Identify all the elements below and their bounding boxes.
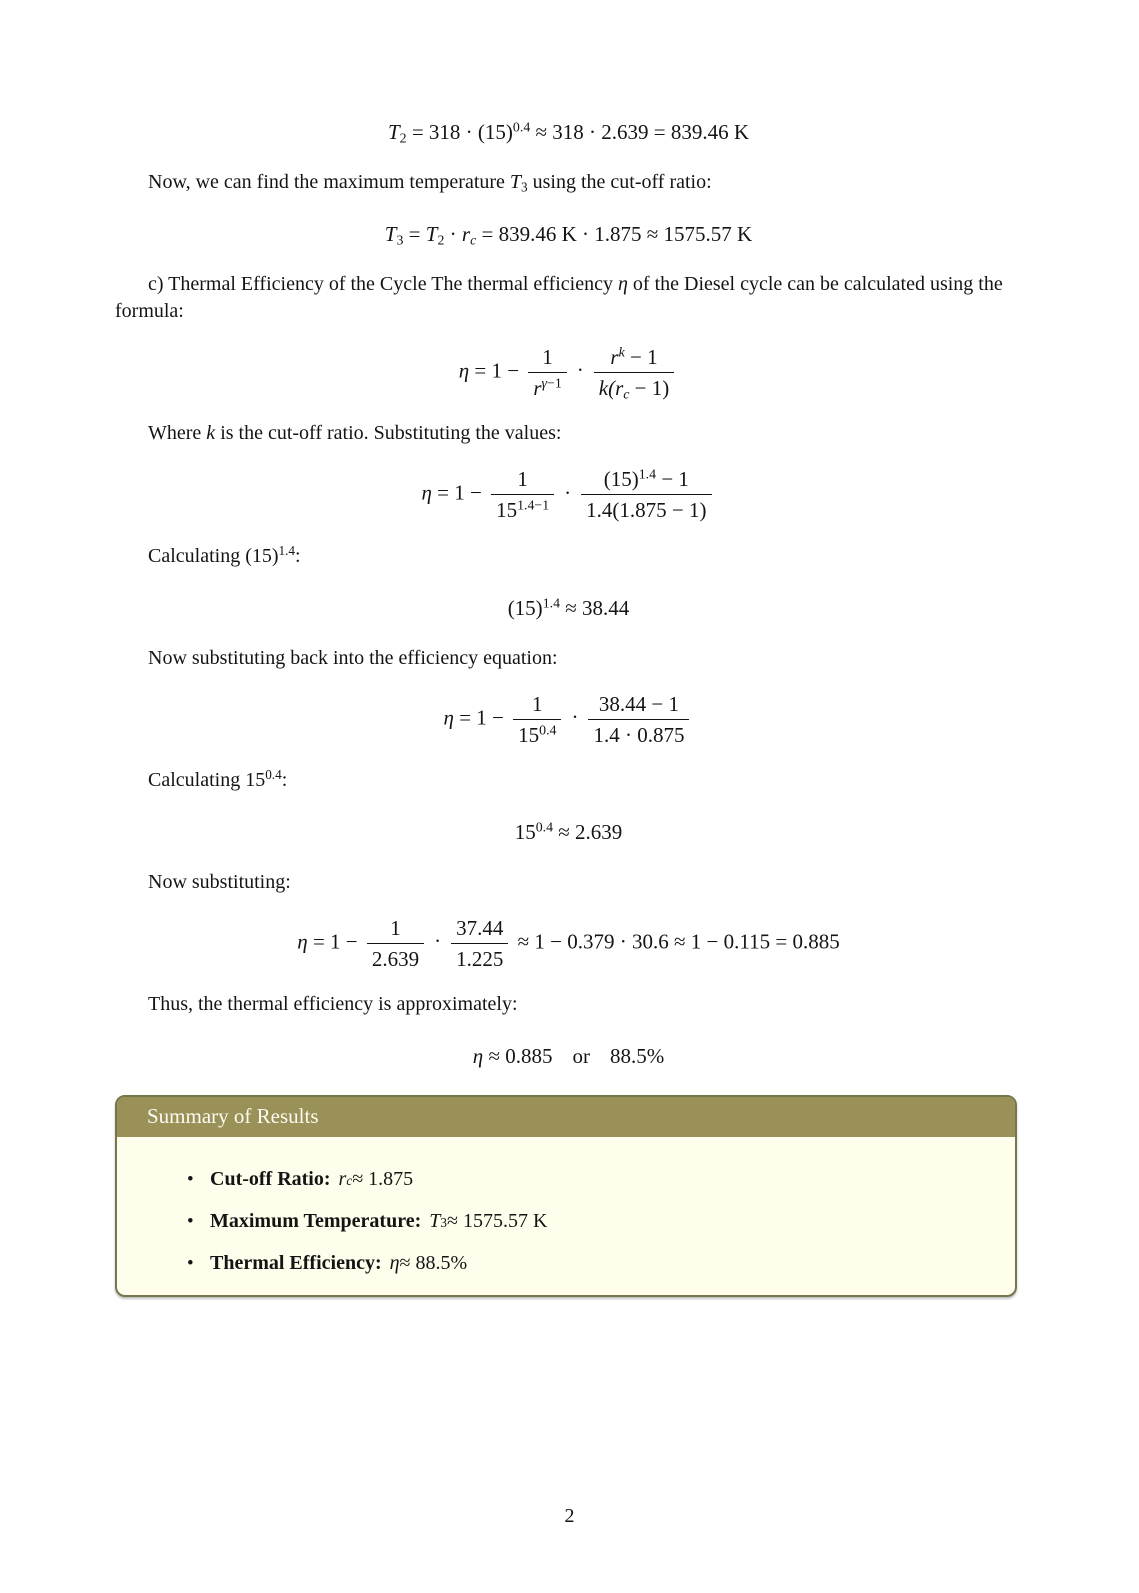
math-superscript: 0.4 [265,766,282,782]
fraction [367,916,424,971]
bullet-icon: • [187,1169,194,1191]
fraction-numerator: 1 [390,915,401,940]
math-var-eta: η [443,705,454,730]
math-text: 15 [514,819,536,844]
bullet-icon: • [187,1211,194,1233]
math-text: − 1 [624,345,658,369]
paragraph-calc-15-pow-1-4 [115,543,1022,570]
math-text: = [403,222,426,246]
equation-eta-numeric [115,692,1022,747]
item-label: Maximum Temperature: [210,1210,422,1233]
paragraph-calc-15-pow-0-4 [115,767,1022,794]
equation-eta-values [115,467,1022,522]
math-text: ≈ 1 − 0.379 · 30.6 ≈ 1 − 0.115 = 0.885 [512,929,840,954]
text: is the cut-off ratio. Substituting the values: [215,422,562,445]
math-var-eta: η [389,1252,400,1275]
item-value: ≈ 88.5% [399,1252,468,1275]
math-var-eta: η [458,358,470,383]
fraction-denominator: 2.639 [367,943,424,971]
math-superscript: 0.4 [539,722,557,738]
fraction-denominator [528,372,566,400]
math-subscript: c [623,386,630,402]
math-text: ≈ 2.639 [553,819,623,844]
math-text: (15) [603,467,639,492]
text: using the cut-off ratio: [527,171,712,193]
math-subscript: 3 [521,179,528,195]
math-subscript: 2 [437,232,445,248]
math-subscript: c [470,232,477,248]
equation-eta-general [115,345,1022,400]
math-text: = 318 · (15) [406,120,513,144]
math-text: −1 [547,375,562,391]
text: of the Diesel cycle can be calculated using the formula: [115,273,1003,322]
math-var-eta: η [472,1044,484,1069]
page-number: 2 [564,1505,575,1527]
summary-box-title: Summary of Results [117,1097,1015,1137]
math-text: ≈ 0.885 [483,1044,553,1069]
fraction-numerator: 1 [542,345,553,369]
equation-t2 [115,120,1022,145]
math-subscript: 3 [396,232,404,248]
math-var: k [206,422,216,445]
fraction [451,916,508,971]
item-value: ≈ 1575.57 K [447,1210,548,1233]
bullet-icon: • [187,1253,194,1275]
math-operator: · [571,705,579,730]
math-var: r [338,1168,347,1191]
math-superscript: 1.4 [542,594,561,610]
math-operator: · [564,480,572,505]
equation-result [115,1044,1022,1069]
fraction [491,467,554,522]
summary-box-body [117,1137,1015,1295]
fraction [594,345,675,400]
list-item-max-temperature: • Maximum Temperature: T 3 ≈ 1575.57 K [187,1210,548,1233]
fraction [528,345,566,400]
math-var-gamma: γ [541,375,547,391]
text: : [295,544,301,567]
fraction [588,692,689,747]
text: Now, we can find the maximum temperature [148,171,510,193]
fraction-denominator [513,719,561,747]
fraction-denominator [491,494,554,522]
math-text: = 1 − [431,480,488,505]
math-superscript: 0.4 [535,819,554,835]
math-var: T [429,1210,441,1233]
paragraph-thus: Thus, the thermal efficiency is approximately: [148,993,518,1016]
math-var: r [461,222,471,246]
fraction [513,692,561,747]
list-item-thermal-efficiency [187,1252,995,1275]
math-var-eta: η [421,480,432,505]
text: Where [148,422,207,445]
math-var: r [533,376,542,401]
math-text: − 1) [629,376,670,401]
math-text: ≈ 318 · 2.639 = 839.46 K [530,120,750,144]
fraction-denominator: 1.4 · 0.875 [588,719,689,747]
fraction-numerator: 38.44 − 1 [598,691,680,716]
math-superscript: 1.4 [278,542,296,558]
math-text: = 1 − [307,929,363,954]
equation-eta-final [115,916,1022,971]
paragraph-substitute-back: Now substituting back into the efficiency equation: [148,646,558,669]
math-operator: · [444,222,462,246]
fraction-denominator: 1.225 [451,943,508,971]
math-var-eta: η [617,273,628,295]
math-superscript: k [618,344,625,360]
math-superscript: 1.4−1 [517,497,550,513]
fraction-numerator [594,345,675,372]
list-item-cutoff-ratio: • Cut-off Ratio: r c ≈ 1.875 [187,1168,414,1191]
math-text: = 1 − [469,358,525,383]
item-label: Thermal Efficiency: [210,1252,382,1275]
math-text: − 1 [656,467,689,492]
text: : [281,768,288,791]
equation-pow-0-4 [115,820,1022,845]
math-var: r [610,345,619,369]
math-text: 15 [518,722,540,747]
fraction-numerator [581,467,711,494]
math-var: T [425,222,438,246]
paragraph-efficiency-intro [115,271,1022,325]
math-text: = 1 − [453,705,510,730]
math-superscript [542,376,562,391]
math-subscript: 2 [399,130,407,146]
summary-box [115,1095,1017,1297]
text: Calculating 15 [148,768,266,791]
equation-t3 [115,222,1022,247]
fraction-denominator [594,372,675,400]
math-text: = 839.46 K · 1.875 ≈ 1575.57 K [476,222,753,246]
equation-pow-1-4 [115,596,1022,621]
text: Calculating (15) [148,544,279,567]
math-var-eta: η [297,929,308,954]
math-var: T [509,171,522,193]
math-text: 88.5% [609,1044,665,1069]
paragraph-where-k [115,420,1022,447]
math-operator: · [434,929,442,954]
math-superscript: 0.4 [512,119,531,135]
math-var: T [387,120,400,144]
math-operator: · [576,358,584,383]
fraction [581,467,711,522]
item-value: ≈ 1.875 [352,1168,414,1191]
math-text: ≈ 38.44 [560,595,630,620]
fraction-denominator: 1.4(1.875 − 1) [581,494,711,522]
math-text: k(r [598,376,624,401]
fraction-numerator: 1 [517,467,528,492]
math-text: 15 [496,498,518,523]
item-label: Cut-off Ratio: [210,1168,331,1191]
fraction-numerator: 37.44 [456,915,504,940]
math-text: (15) [507,595,543,620]
paragraph-now-substituting: Now substituting: [148,870,291,893]
math-text-or: or [572,1044,590,1069]
paragraph-find-t3 [115,169,1022,196]
math-var: T [384,222,397,246]
text: c) Thermal Efficiency of the Cycle The thermal efficiency [148,273,618,295]
math-superscript: 1.4 [638,466,657,482]
fraction-numerator: 1 [532,691,543,716]
